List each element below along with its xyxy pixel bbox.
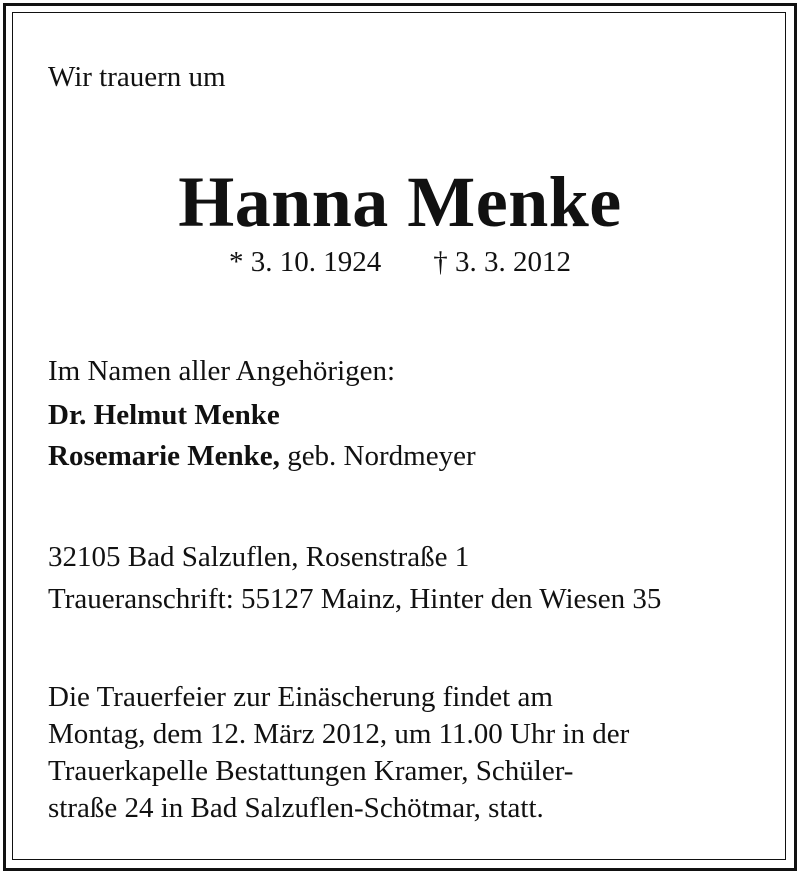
death-date: † 3. 3. 2012: [433, 246, 571, 278]
mourning-address: Traueranschrift: 55127 Mainz, Hinter den Wiesen 35: [48, 583, 662, 615]
service-line: Montag, dem 12. März 2012, um 11.00 Uhr in der: [48, 718, 630, 750]
intro-text: Wir trauern um: [48, 61, 226, 93]
mourner-name: Rosemarie Menke,: [48, 440, 280, 472]
birth-date: * 3. 10. 1924: [229, 246, 382, 278]
mourner-name: Dr. Helmut Menke: [48, 399, 280, 431]
mourner-suffix: geb. Nordmeyer: [279, 440, 476, 472]
service-paragraph: [48, 679, 629, 827]
deceased-name: Hanna Menke: [178, 162, 622, 242]
service-line: Trauerkapelle Bestattungen Kramer, Schüler-: [48, 755, 574, 787]
life-dates: [0, 243, 800, 282]
mourner-line: [48, 437, 476, 476]
mourner-line: [48, 396, 280, 435]
service-line: Die Trauerfeier zur Einäscherung findet am: [48, 681, 553, 713]
service-line: straße 24 in Bad Salzuflen-Schötmar, statt.: [48, 792, 544, 824]
home-address: 32105 Bad Salzuflen, Rosenstraße 1: [48, 541, 470, 573]
mourners-label: Im Namen aller Angehörigen:: [48, 355, 396, 387]
